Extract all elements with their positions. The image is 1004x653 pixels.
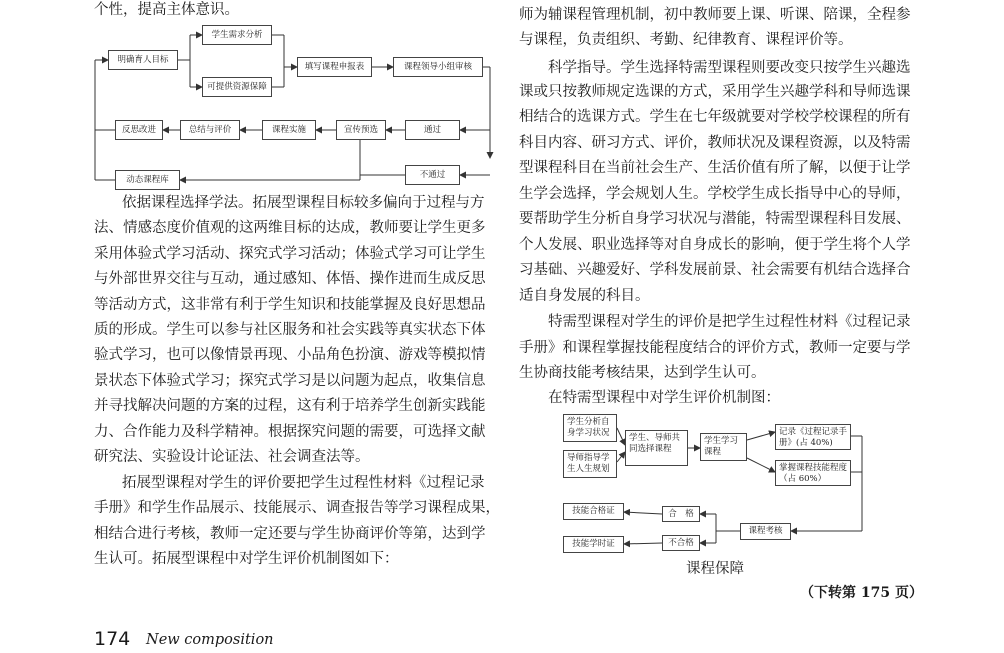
text-line: 研究法、实验设计论证法、社会调查法等。 <box>94 449 370 465</box>
magazine-title: New composition <box>146 632 274 648</box>
text-line: 特需型课程对学生的评价是把学生过程性材料《过程记录 <box>548 314 911 330</box>
text-line: 与课程，负责组织、考勤、纪律教育、课程评价等。 <box>519 32 853 48</box>
eval-study: 学生学习课程 <box>700 433 747 461</box>
text-line: 采用体验式学习活动、探究式学习活动；体验式学习可让学生 <box>94 246 486 262</box>
flow-need: 学生需求分析 <box>202 25 272 45</box>
text-line: 等活动方式，这非常有利于学生知识和技能掌握及良好思想品 <box>94 297 486 313</box>
flow-fail: 不通过 <box>405 165 460 185</box>
left-top-line: 个性，提高主体意识。 <box>94 2 239 18</box>
text-line: 课或只按教师规定选课的方式，采用学生兴趣学科和导师选课 <box>519 84 911 100</box>
text-line: 验式学习，也可以像情景再现、小品角色扮演、游戏等模拟情 <box>94 347 486 363</box>
text-line: 与外部世界交往与互动，通过感知、体悟、操作进而生成反思 <box>94 271 486 287</box>
right-paragraph-3: 在特需型课程中对学生评价机制图： <box>548 390 780 406</box>
text-line: 相结合的选课方式。学生在七年级就要对学校学校课程的所有 <box>519 109 911 125</box>
eval-cert-attendance: 技能学时证 <box>563 536 624 553</box>
flow-review: 课程领导小组审核 <box>393 57 483 77</box>
text-line: 并寻找解决问题的方案的过程，这有利于培养学生创新实践能 <box>94 398 486 414</box>
flow-library: 动态课程库 <box>115 170 180 190</box>
eval-exam: 课程考核 <box>740 523 791 540</box>
continued-note: （下转第 175 页） <box>800 585 923 601</box>
text-line: 景状态下体验式学习；探究式学习是以问题为起点，收集信息 <box>94 373 486 389</box>
section-caption: 课程保障 <box>686 561 744 577</box>
flow-publicize: 宣传预选 <box>336 120 386 140</box>
eval-skill: 掌握课程技能程度（占 60%） <box>775 460 851 486</box>
flow-summary: 总结与评价 <box>180 120 240 140</box>
text-line: 科目内容、研习方式、评价，教师状况及课程资源，以及特需 <box>519 135 911 151</box>
text-line: 生学会选择，学会规划人生。学校学生成长指导中心的导师， <box>519 186 911 202</box>
flow-reflect: 反思改进 <box>115 120 163 140</box>
text-line: 生认可。拓展型课程中对学生评价机制图如下： <box>94 551 399 567</box>
text-line: 质的形成。学生可以参与社区服务和社会实践等真实状态下体 <box>94 322 486 338</box>
text-line: 习基础、兴趣爱好、学科发展前景、社会需要有机结合选择合 <box>519 262 911 278</box>
flow-fill: 填写课程申报表 <box>297 57 372 77</box>
flow-implement: 课程实施 <box>262 120 316 140</box>
text-line: 要帮助学生分析自身学习状况与潜能，特需型课程科目发展、 <box>519 211 911 227</box>
text-line: 拓展型课程对学生的评价要把学生过程性材料《过程记录 <box>122 475 485 491</box>
text-line: 手册》和课程掌握技能程度结合的评价方式，教师一定要与学 <box>519 340 911 356</box>
text-line: 相结合进行考核，教师一定还要与学生协商评价等第，达到学 <box>94 526 486 542</box>
eval-mentor: 导师指导学生人生规划 <box>563 450 617 478</box>
text-line: 手册》和学生作品展示、技能展示、调查报告等学习课程成果， <box>94 500 500 516</box>
text-line: 师为辅课程管理机制，初中教师要上课、听课、陪课，全程参 <box>519 7 911 23</box>
text-line: 法、情感态度价值观的这两维目标的达成，教师要让学生更多 <box>94 220 486 236</box>
eval-pass: 合 格 <box>662 506 700 522</box>
flow-pass: 通过 <box>405 120 460 140</box>
text-line: 科学指导。学生选择特需型课程则要改变只按学生兴趣选 <box>548 60 911 76</box>
page-number: 174 <box>94 628 131 650</box>
eval-record: 记录《过程记录手册》(占 40%) <box>775 424 851 450</box>
text-line: 个人发展、职业选择等对自身成长的影响，便于学生将个人学 <box>519 237 911 253</box>
text-line: 型课程科目在当前社会生产、生活价值有所了解，以便于让学 <box>519 160 911 176</box>
eval-fail: 不合格 <box>662 535 700 551</box>
text-line: 适自身发展的科目。 <box>519 288 650 304</box>
eval-self-analysis: 学生分析自身学习状况 <box>563 414 617 442</box>
flow-resource: 可提供资源保障 <box>202 77 272 97</box>
eval-joint-selection: 学生、导师共同选择课程 <box>625 430 688 466</box>
eval-cert-pass: 技能合格证 <box>563 503 624 520</box>
text-line: 依据课程选择学法。拓展型课程目标较多偏向于过程与方 <box>122 195 485 211</box>
text-line: 力、合作能力及科学精神。根据探究问题的需要，可选择文献 <box>94 424 486 440</box>
text-line: 生协商技能考核结果，达到学生认可。 <box>519 365 766 381</box>
flow-goal: 明确育人目标 <box>108 50 178 70</box>
